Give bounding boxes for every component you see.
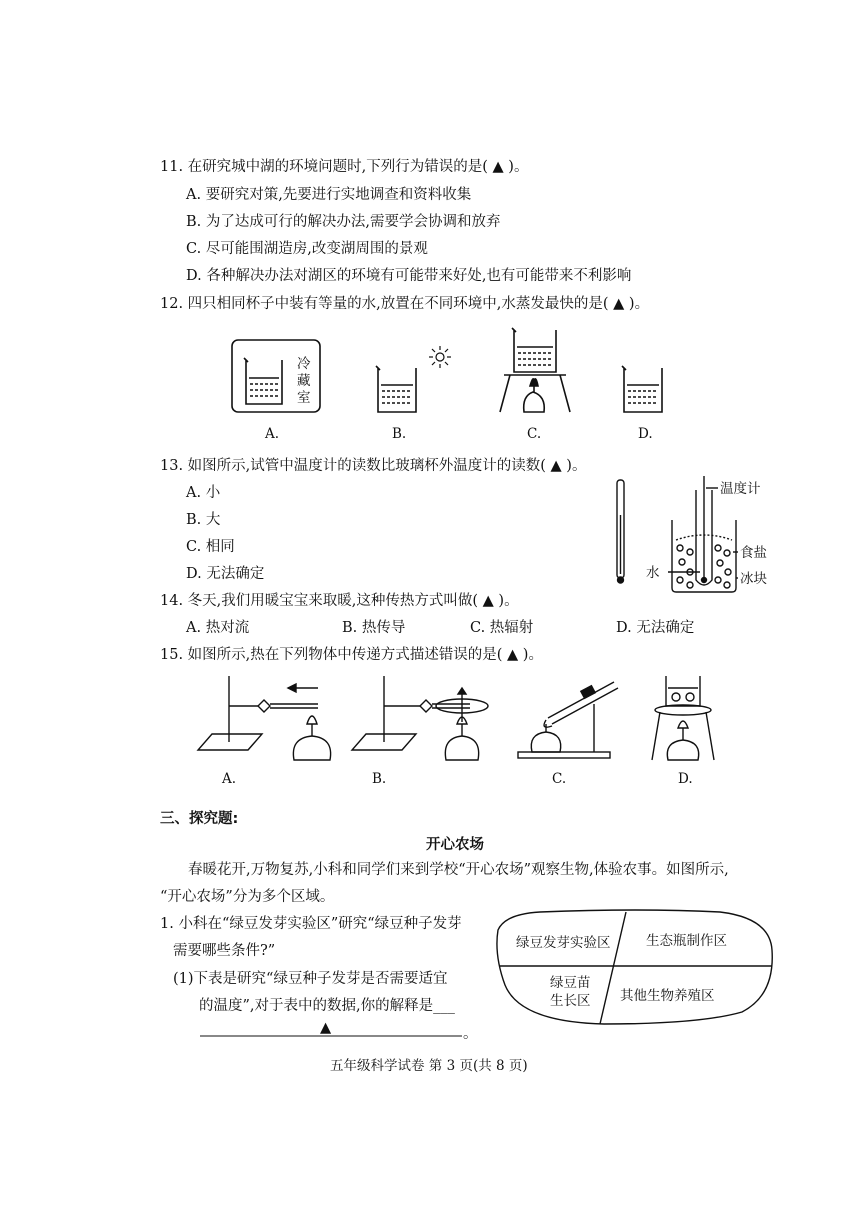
q14-option-a: A. 热对流 xyxy=(186,620,250,636)
q14-stem: 14. 冬天,我们用暖宝宝来取暖,这种传热方式叫做( ▲ )。 xyxy=(160,593,519,609)
q11-stem: 11. 在研究城中湖的环境问题时,下列行为错误的是( ▲ )。 xyxy=(160,159,529,175)
q11-option-d: D. 各种解决办法对湖区的环境有可能带来好处,也有可能带来不利影响 xyxy=(186,268,632,284)
q14-option-d: D. 无法确定 xyxy=(616,620,695,636)
q12-label-b: B. xyxy=(392,426,407,442)
section-heading: 三、探究题: xyxy=(160,811,239,827)
q12-room-beaker xyxy=(622,366,662,412)
map-region-sprout-lab: 绿豆发芽实验区 xyxy=(516,935,611,951)
q12-heated-beaker xyxy=(500,328,570,412)
q11-option-c: C. 尽可能围湖造房,改变湖周围的景观 xyxy=(186,241,428,257)
answer-mark: ▲ xyxy=(320,1020,332,1036)
fridge-char-2: 藏 xyxy=(297,373,311,389)
q15-fig-c xyxy=(518,682,618,758)
q12-stem: 12. 四只相同杯子中装有等量的水,放置在不同环境中,水蒸发最快的是( ▲ )。 xyxy=(160,296,650,312)
map-region-eco-bottle: 生态瓶制作区 xyxy=(646,933,727,949)
q15-stem: 15. 如图所示,热在下列物体中传递方式描述错误的是( ▲ )。 xyxy=(160,647,543,663)
q1-line-2: 需要哪些条件?” xyxy=(173,943,276,959)
q1-line-3: (1)下表是研究“绿豆种子发芽是否需要适宜 xyxy=(173,971,448,987)
map-region-seedling-2: 生长区 xyxy=(550,993,591,1009)
fridge-char-1: 冷 xyxy=(297,356,311,372)
label-ice: 冰块 xyxy=(740,571,767,587)
q13-option-c: C. 相同 xyxy=(186,539,235,555)
label-thermometer: 温度计 xyxy=(720,481,761,497)
fridge-char-3: 室 xyxy=(297,390,311,406)
q15-fig-b xyxy=(352,676,488,760)
page-footer: 五年级科学试卷 第 3 页(共 8 页) xyxy=(330,1058,528,1074)
q15-label-d: D. xyxy=(678,771,693,787)
intro-line-1: 春暖花开,万物复苏,小科和同学们来到学校“开心农场”观察生物,体验农事。如图所示, xyxy=(188,862,729,878)
q13-option-b: B. 大 xyxy=(186,512,221,528)
q12-label-d: D. xyxy=(638,426,653,442)
q12-label-a: A. xyxy=(265,426,280,442)
q12-sun-beaker xyxy=(376,366,416,412)
q13-stem: 13. 如图所示,试管中温度计的读数比玻璃杯外温度计的读数( ▲ )。 xyxy=(160,458,587,474)
label-salt: 食盐 xyxy=(740,545,767,561)
q14-option-c: C. 热辐射 xyxy=(470,620,534,636)
q11-option-b: B. 为了达成可行的解决办法,需要学会协调和放弃 xyxy=(186,214,501,230)
q15-fig-a xyxy=(198,676,331,760)
q15-label-a: A. xyxy=(222,771,237,787)
q12-fridge-beaker xyxy=(232,340,320,412)
q12-label-c: C. xyxy=(527,426,542,442)
q15-label-c: C. xyxy=(552,771,567,787)
sun-icon xyxy=(429,346,451,368)
answer-end: 。 xyxy=(463,1026,478,1042)
q13-option-a: A. 小 xyxy=(186,485,221,501)
q1-line-4: 的温度”,对于表中的数据,你的解释是___ xyxy=(199,998,455,1014)
q15-label-b: B. xyxy=(372,771,387,787)
q14-option-b: B. 热传导 xyxy=(342,620,406,636)
map-region-seedling-1: 绿豆苗 xyxy=(550,975,591,991)
farm-map xyxy=(497,910,772,1024)
q11-option-a: A. 要研究对策,先要进行实地调查和资料收集 xyxy=(186,187,472,203)
q13-ice-cup xyxy=(668,476,738,592)
farm-title: 开心农场 xyxy=(426,837,484,853)
label-water: 水 xyxy=(646,565,660,581)
map-region-other-animals: 其他生物养殖区 xyxy=(620,988,715,1004)
intro-line-2: “开心农场”分为多个区域。 xyxy=(160,889,335,905)
q13-outside-thermometer xyxy=(617,480,624,583)
q15-fig-d xyxy=(652,676,714,760)
q1-line-1: 1. 小科在“绿豆发芽实验区”研究“绿豆种子发芽 xyxy=(160,916,462,932)
q13-option-d: D. 无法确定 xyxy=(186,566,265,582)
